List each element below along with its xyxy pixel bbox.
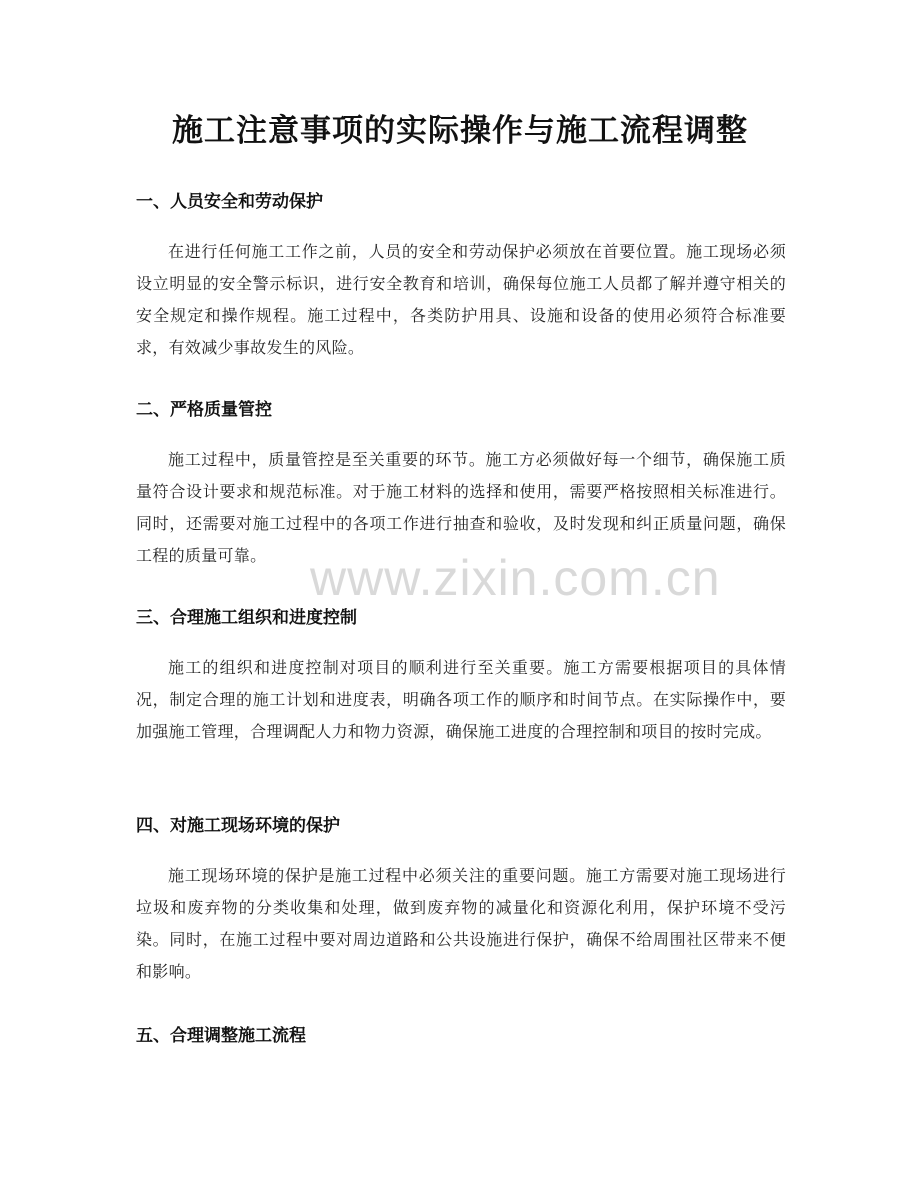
section-heading: 五、合理调整施工流程 — [136, 1026, 306, 1046]
section-paragraph: 施工的组织和进度控制对项目的顺利进行至关重要。施工方需要根据项目的具体情况，制定合理的施工计划和进度表，明确各项工作的顺序和时间节点。在实际操作中，要加强施工管理，合理调配人力和物力资源，确保施工进度的合理控制和项目的按时完成。 — [136, 658, 786, 741]
section-process-adjustment — [136, 1024, 786, 1048]
section-heading: 一、人员安全和劳动保护 — [136, 192, 323, 212]
section-heading: 四、对施工现场环境的保护 — [136, 816, 340, 836]
watermark: www.zixin.com.cn — [310, 550, 721, 606]
section-heading: 二、严格质量管控 — [136, 400, 272, 420]
section-quality-control — [136, 398, 786, 572]
section-personnel-safety — [136, 190, 786, 364]
page-title: 施工注意事项的实际操作与施工流程调整 — [172, 113, 748, 149]
section-paragraph: 在进行任何施工工作之前，人员的安全和劳动保护必须放在首要位置。施工现场必须设立明显的安全警示标识，进行安全教育和培训，确保每位施工人员都了解并遵守相关的安全规定和操作规程。施工过程中，各类防护用具、设施和设备的使用必须符合标准要求，有效减少事故发生的风险。 — [136, 242, 786, 357]
section-environment-protection — [136, 814, 786, 988]
section-organization-schedule — [136, 606, 786, 748]
section-paragraph: 施工过程中，质量管控是至关重要的环节。施工方必须做好每一个细节，确保施工质量符合设计要求和规范标准。对于施工材料的选择和使用，需要严格按照相关标准进行。同时，还需要对施工过程中的各项工作进行抽查和验收，及时发现和纠正质量问题，确保工程的质量可靠。 — [136, 450, 786, 565]
section-heading: 三、合理施工组织和进度控制 — [136, 608, 357, 628]
section-paragraph: 施工现场环境的保护是施工过程中必须关注的重要问题。施工方需要对施工现场进行垃圾和废弃物的分类收集和处理，做到废弃物的减量化和资源化利用，保护环境不受污染。同时，在施工过程中要对周边道路和公共设施进行保护，确保不给周围社区带来不便和影响。 — [136, 866, 786, 981]
